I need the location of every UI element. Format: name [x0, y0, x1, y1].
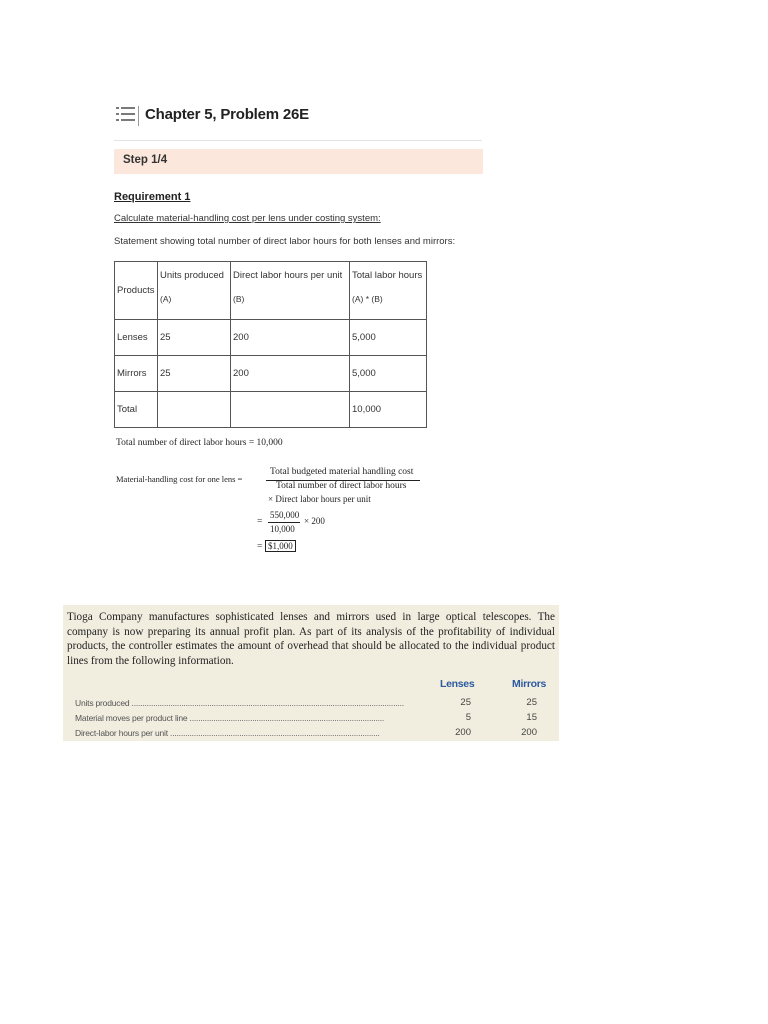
excerpt-cell: 15 — [526, 712, 537, 723]
header-products: Products — [115, 262, 158, 320]
table-cell: Total — [115, 392, 158, 428]
equals-sign: = — [257, 542, 263, 552]
excerpt-row-label: Material moves per product line .......................................................................................... — [75, 713, 385, 723]
requirement-heading: Requirement 1 — [114, 191, 191, 203]
header-total-title: Total labor hours — [352, 270, 423, 281]
table-row — [115, 356, 427, 392]
table-cell: Mirrors — [115, 356, 158, 392]
page-title: Chapter 5, Problem 26E — [145, 106, 309, 123]
table-cell — [158, 392, 231, 428]
header-divider — [138, 106, 139, 126]
excerpt-col-lenses: Lenses — [440, 678, 475, 690]
textbook-excerpt — [63, 605, 559, 741]
table-cell: 25 — [158, 320, 231, 356]
equals-sign: = — [257, 517, 263, 527]
excerpt-row-label: Direct-labor hours per unit ................................................................................................. — [75, 728, 380, 738]
formula-numerator: Total budgeted material handling cost — [270, 467, 414, 477]
excerpt-cell: 200 — [455, 727, 471, 738]
labor-hours-table — [114, 261, 427, 428]
excerpt-cell: 5 — [465, 712, 471, 723]
table-cell: Lenses — [115, 320, 158, 356]
table-cell — [231, 392, 350, 428]
excerpt-row-label: Units produced .............................................................................................................................. — [75, 698, 404, 708]
fraction-bar — [268, 522, 300, 523]
table-cell: 25 — [158, 356, 231, 392]
calc-heading: Calculate material-handling cost per lens under costing system: — [114, 213, 381, 224]
excerpt-cell: 25 — [460, 697, 471, 708]
header-total-sub: (A) * (B) — [352, 294, 383, 304]
header-dlh-title: Direct labor hours per unit — [233, 270, 343, 281]
header-units — [158, 262, 231, 320]
excerpt-cell: 25 — [526, 697, 537, 708]
table-header-row — [115, 262, 427, 320]
header-units-title: Units produced — [160, 270, 224, 281]
total-hours-line: Total number of direct labor hours = 10,000 — [116, 438, 283, 448]
header-dlh-per-unit — [231, 262, 350, 320]
statement-text: Statement showing total number of direct labor hours for both lenses and mirrors: — [114, 236, 456, 247]
formula-numerator-value: 550,000 — [270, 510, 300, 520]
header-dlh-sub: (B) — [233, 294, 245, 304]
formula-lhs: Material-handling cost for one lens = — [116, 474, 243, 484]
formula-denominator: Total number of direct labor hours — [276, 481, 407, 491]
step-header[interactable] — [114, 149, 483, 174]
table-row — [115, 320, 427, 356]
step-label: Step 1/4 — [123, 154, 168, 166]
table-row — [115, 392, 427, 428]
table-cell: 200 — [231, 356, 350, 392]
header-total-hours — [350, 262, 427, 320]
table-cell: 5,000 — [350, 356, 427, 392]
formula-times-value: × 200 — [304, 516, 325, 526]
excerpt-cell: 200 — [521, 727, 537, 738]
result-box: $1,000 — [265, 540, 296, 552]
table-cell: 10,000 — [350, 392, 427, 428]
header-units-sub: (A) — [160, 294, 172, 304]
excerpt-paragraph: Tioga Company manufactures sophisticated lenses and mirrors used in large optical telescopes. The company is now preparing its annual profit plan. As part of its analysis of the profitability of individual products, the controller estimates the amount of overhead that should be allocated to the individual product lines from the following information. — [67, 611, 555, 667]
table-cell: 5,000 — [350, 320, 427, 356]
title-rule — [114, 140, 482, 141]
menu-icon[interactable] — [116, 104, 138, 126]
table-cell: 200 — [231, 320, 350, 356]
formula-denominator-value: 10,000 — [270, 524, 295, 534]
formula-multiplier: × Direct labor hours per unit — [268, 494, 371, 504]
excerpt-col-mirrors: Mirrors — [512, 678, 547, 690]
